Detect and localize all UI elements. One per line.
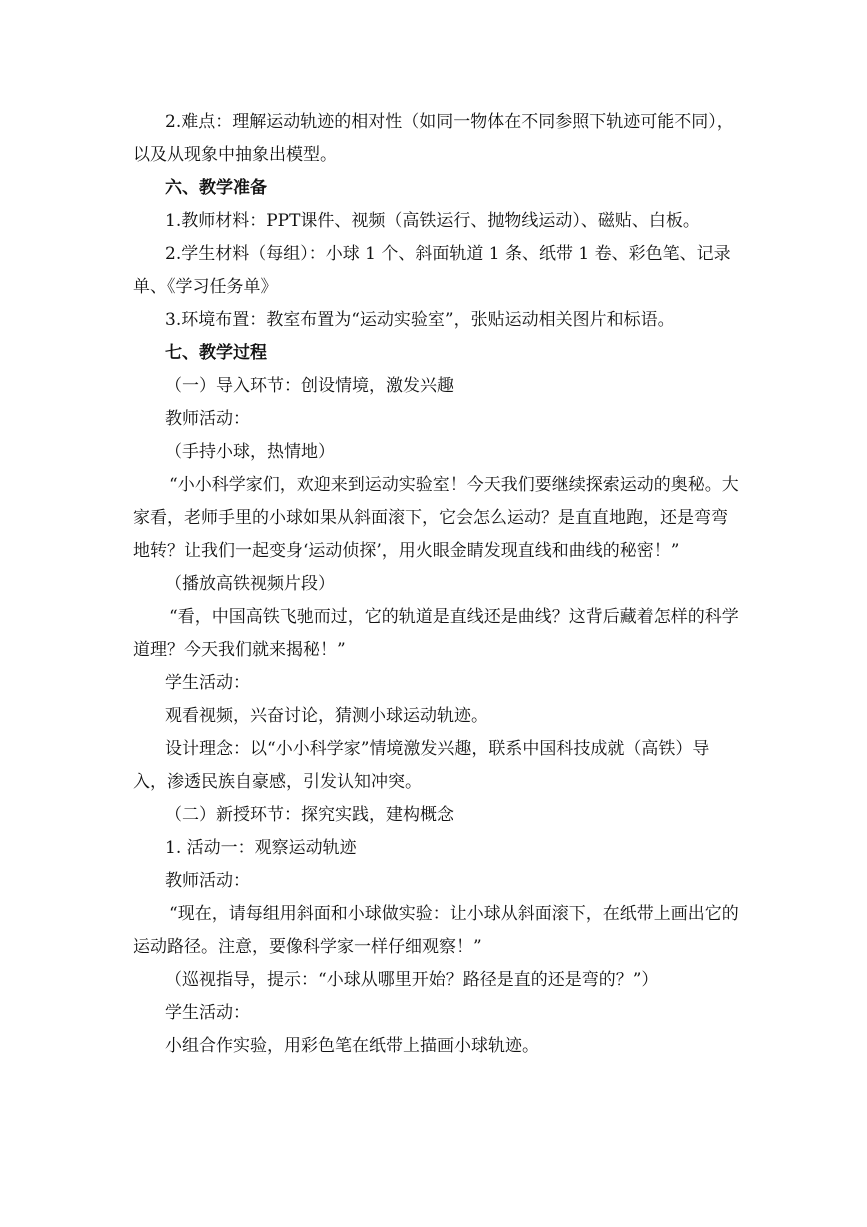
stage-direction: （手持小球，热情地） <box>165 442 335 462</box>
teacher-activity-label: 教师活动： <box>165 871 250 891</box>
section-heading-preparation: 六、教学准备 <box>165 178 267 198</box>
student-materials: 2.学生材料（每组）：小球 1 个、斜面轨道 1 条、纸带 1 卷、彩色笔、记录单、《学习任务单》 <box>133 244 731 297</box>
subsection-new-teaching: （二）新授环节：探究实践，建构概念 <box>165 805 454 825</box>
teacher-speech: “看，中国高铁飞驰而过，它的轨道是直线还是曲线？这背后藏着怎样的科学道理？今天我们就来揭秘！” <box>133 607 739 660</box>
student-activity-label: 学生活动： <box>165 1003 250 1023</box>
student-activity-label: 学生活动： <box>165 673 250 693</box>
environment-setup: 3.环境布置：教室布置为“运动实验室”，张贴运动相关图片和标语。 <box>165 310 675 330</box>
subsection-intro: （一）导入环节：创设情境，激发兴趣 <box>165 376 454 396</box>
stage-direction: （播放高铁视频片段） <box>165 574 335 594</box>
design-rationale: 设计理念：以“小小科学家”情境激发兴趣，联系中国科技成就（高铁）导入，渗透民族自豪感，引发认知冲突。 <box>133 739 710 792</box>
teacher-activity-label: 教师活动： <box>165 409 250 429</box>
teacher-materials: 1.教师材料：PPT课件、视频（高铁运行、抛物线运动）、磁贴、白板。 <box>165 211 700 231</box>
difficulty-point: 2.难点：理解运动轨迹的相对性（如同一物体在不同参照下轨迹可能不同），以及从现象中抽象出模型。 <box>133 112 734 165</box>
student-activity-text: 观看视频，兴奋讨论，猜测小球运动轨迹。 <box>165 706 488 726</box>
teacher-speech: “小小科学家们，欢迎来到运动实验室！今天我们要继续探索运动的奥秘。大家看，老师手里的小球如果从斜面滚下，它会怎么运动？是直直地跑，还是弯弯地转？让我们一起变身‘运动侦探’，用火眼金睛发现直线和曲线的秘密！” <box>133 475 739 561</box>
stage-direction: （巡视指导，提示：“小球从哪里开始？路径是直的还是弯的？”） <box>165 970 659 990</box>
teacher-speech: “现在，请每组用斜面和小球做实验：让小球从斜面滚下，在纸带上画出它的运动路径。注意，要像科学家一样仔细观察！” <box>133 904 739 957</box>
activity-one-title: 1. 活动一：观察运动轨迹 <box>165 838 357 858</box>
section-heading-process: 七、教学过程 <box>165 343 267 363</box>
student-activity-text: 小组合作实验，用彩色笔在纸带上描画小球轨迹。 <box>165 1036 539 1056</box>
document-body <box>133 106 740 1063</box>
